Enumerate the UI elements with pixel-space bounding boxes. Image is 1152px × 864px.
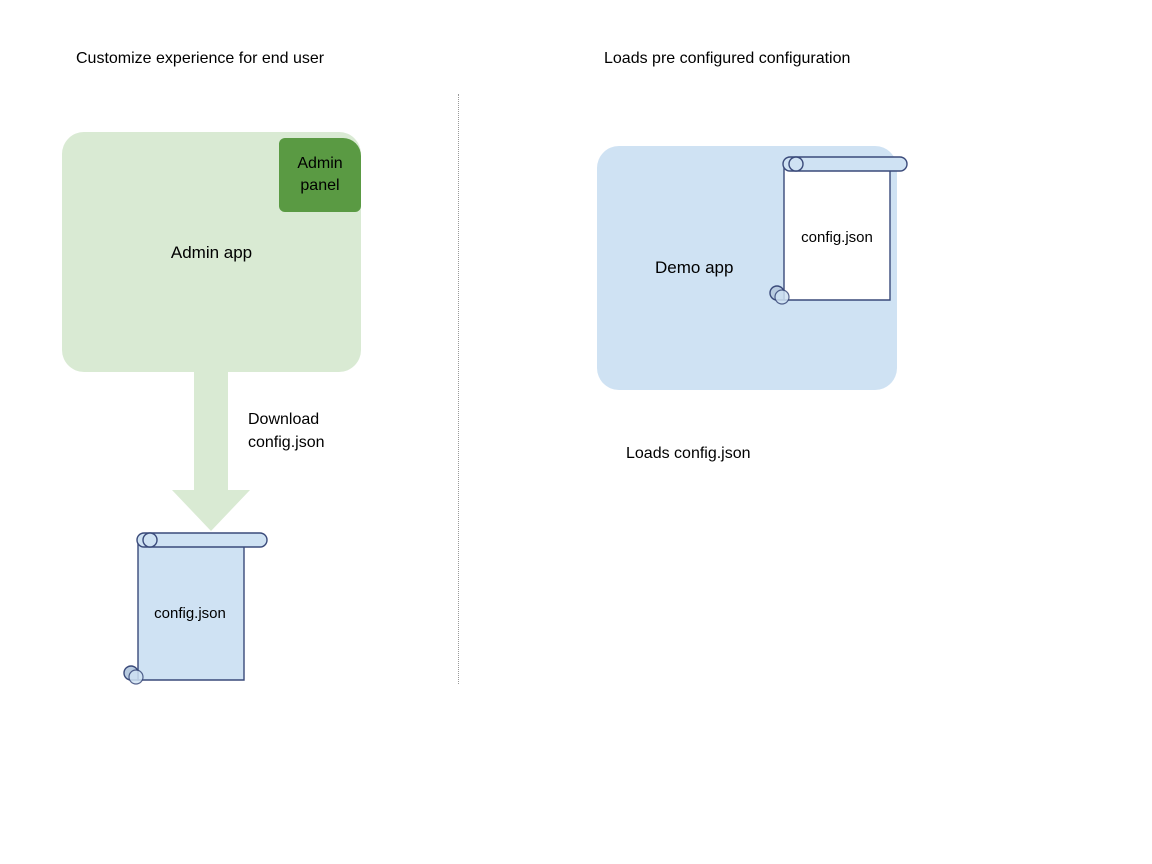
demo-app-label: Demo app bbox=[655, 258, 734, 277]
config-file-left[interactable] bbox=[126, 530, 260, 688]
download-arrow-label-line1: Download bbox=[248, 411, 320, 428]
admin-panel-label-line1: Admin bbox=[297, 155, 343, 172]
admin-panel-label-line2: panel bbox=[300, 177, 340, 194]
config-file-right-label: config.json bbox=[801, 229, 873, 246]
admin-panel-label bbox=[297, 153, 342, 197]
config-file-right[interactable] bbox=[772, 154, 906, 306]
admin-panel-chip[interactable] bbox=[279, 138, 361, 212]
config-file-left-label: config.json bbox=[154, 605, 226, 622]
section-divider bbox=[458, 94, 459, 684]
download-arrow-icon bbox=[170, 370, 252, 532]
right-section-title: Loads pre configured configuration bbox=[604, 50, 851, 67]
loads-config-label: Loads config.json bbox=[626, 445, 751, 462]
left-section-title: Customize experience for end user bbox=[76, 50, 325, 67]
download-arrow-label bbox=[248, 408, 325, 454]
admin-app-label: Admin app bbox=[170, 243, 253, 262]
download-arrow-label-line2: config.json bbox=[248, 434, 325, 451]
